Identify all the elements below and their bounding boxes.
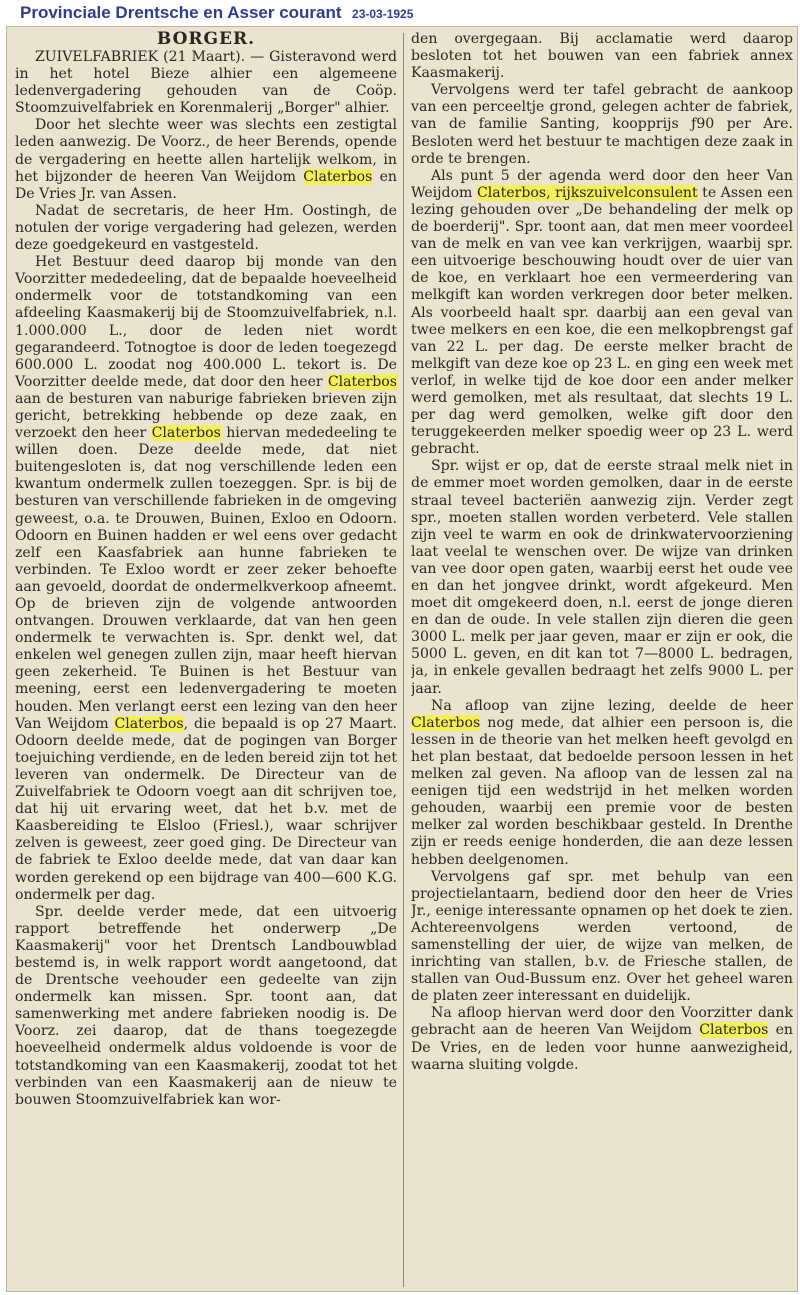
highlighted-name: Claterbos, rijkszuivelconsulent [476, 184, 698, 201]
article-column-left [15, 31, 397, 1289]
paragraph: den overgegaan. Bij acclamatie werd daarop besloten tot het bouwen van een fabriek annex Kaasmakerij. [411, 31, 793, 82]
newspaper-title: Provinciale Drentsche en Asser courant [20, 3, 342, 22]
highlighted-name: Claterbos [327, 373, 397, 390]
paragraph: Spr. wijst er op, dat de eerste straal melk niet in de emmer moet worden gemolken, daar in de eerste straal teveel bacteriën aanwezig zijn. Verder zegt spr., moeten stallen worden verbeterd. Vele stallen zijn veel te warm en ook de drinkwatervoorziening laat veelal te wenschen over. De wijze van drinken van vee door open gaten, waarbij eerst het oude vee en dan het jongvee drinkt, wordt afgekeurd. Men moet dit omgekeerd doen, n.l. eerst de jonge dieren en dan de oude. In vele stallen zijn dieren die geen 3000 L. melk per jaar geven, maar er zijn er ook, die 5000 L. geven, en dit kan tot 7—8000 L. bedragen, ja, in enkele gevallen bedraagt het zelfs 9000 L. per jaar. [411, 458, 793, 697]
paragraph: Door het slechte weer was slechts een zestigtal leden aanwezig. De Voorz., de heer Berends, opende de vergadering en heette allen hartelijk welkom, in het bijzonder de heeren Van Weijdom Claterbos en De Vries Jr. van Assen. [15, 117, 397, 202]
paragraph: Vervolgens gaf spr. met behulp van een projectielantaarn, bediend door den heer de Vries Jr., eenige interessante opnamen op het doek te zien. Achtereenvolgens werden vertoond, de samenstelling der uier, de wijze van melken, de inrichting van stallen, b.v. de Friesche stallen, de stallen van Oud-Bussum enz. Over het geheel waren de platen zeer interessant en duidelijk. [411, 868, 793, 1005]
paragraph: Na afloop hiervan werd door den Voorzitter dank gebracht aan de heeren Van Weijdom Claterbos en De Vries, en de leden voor hunne aanwezigheid, waarna sluiting volgde. [411, 1005, 793, 1073]
paragraph: Nadat de secretaris, de heer Hm. Oostingh, de notulen der vorige vergadering had gelezen, werden deze goedgekeurd en vastgesteld. [15, 202, 397, 254]
paragraph: Als punt 5 der agenda werd door den heer Van Weijdom Claterbos, rijkszuivelconsulent te Assen een lezing gehouden over „De behandeling der melk op de boerderij". Spr. toont aan, dat men meer voordeel van de melk en van vee kan verkrijgen, waarbij spr. een uitvoerige beschouwing houdt over de uier van de koe, en verklaart hoe een vermeerdering van melkgift kan worden verkregen door beter melken. Als voorbeeld haalt spr. daarbij aan een geval van twee melkers en een koe, die een melkopbrengst gaf van 22 L. per dag. De eerste melker bracht de melkgift van deze koe op 23 L. en ging een week met verlof, in welke tijd de koe door een ander melker werd gemolken, met als resultaat, dat slechts 19 L. per dag werd gemolken, welke gift door den teruggekeerden melker spoedig weer op 23 L. werd gebracht. [411, 167, 793, 458]
paragraph: Na afloop van zijne lezing, deelde de heer Claterbos nog mede, dat alhier een persoon is, die lessen in de theorie van het melken heeft gevolgd en het plan bestaat, dat bedoelde persoon lessen in het melken zal geven. Na afloop van de lessen zal na eenigen tijd een wedstrijd in het melken worden gehouden, waarbij een premie voor de besten melker zal worden beschikbaar gesteld. In Drenthe zijn er reeds eenige honderden, die aan deze lessen hebben deelgenomen. [411, 697, 793, 868]
section-heading: BORGER. [156, 31, 256, 49]
page-header [0, 0, 800, 26]
paragraph: Spr. deelde verder mede, dat een uitvoerig rapport betreffende het onderwerp „De Kaasmakerij" voor het Drentsch Landbouwblad bestemd is, in welk rapport wordt aangetoond, dat de Drentsche veehouder een gedeelte van zijn ondermelk kan missen. Spr. toont aan, dat samenwerking met andere fabrieken noodig is. De Voorz. zei daarop, dat de thans toegezegde hoeveelheid ondermelk aldus voldoende is voor de totstandkoming van een Kaasmakerij, zoodat tot het verbinden van een Kaasmakerij aan de nieuw te bouwen Stoomzuivelfabriek kan wor- [15, 903, 397, 1108]
highlighted-name: Claterbos [114, 715, 184, 732]
paragraph: Vervolgens werd ter tafel gebracht de aankoop van een perceeltje grond, gelegen achter de fabriek, van de familie Santing, koopprijs ƒ90 per Are. Besloten werd het bestuur te machtigen deze zaak in orde te brengen. [411, 82, 793, 167]
publication-date: 23-03-1925 [352, 7, 414, 21]
highlighted-name: Claterbos [699, 1022, 769, 1039]
newspaper-clipping [6, 26, 798, 1292]
column-divider [403, 33, 404, 1287]
article-column-right [411, 31, 793, 1289]
paragraph: Het Bestuur deed daarop bij monde van den Voorzitter mededeeling, dat de bepaalde hoeveelheid ondermelk voor de totstandkoming van een afdeeling Kaasmakerij bij de Stoomzuivelfabriek, n.l. 1.000.000 L., door de leden niet wordt gegarandeerd. Totnogtoe is door de leden toegezegd 600.000 L. zoodat nog 400.000 L. tekort is. De Voorzitter deelde mede, dat door den heer Claterbos aan de besturen van naburige fabrieken brieven zijn gericht, betrekking hebbende op deze zaak, en verzoekt den heer Claterbos hiervan mededeeling te willen doen. Deze deelde mede, dat niet buitengesloten is, dat nog verschillende leden een kwantum ondermelk zullen toezeggen. Spr. is bij de besturen van verschillende fabrieken in de omgeving geweest, o.a. te Drouwen, Buinen, Exloo en Odoorn. Odoorn en Buinen hadden er wel eens over gedacht zelf een Kaasfabriek aan hunne fabrieken te verbinden. Te Exloo wordt er zeer zeker behoefte aan gevoeld, doordat de ondermelkverkoop afneemt. Op de brieven zijn de volgende antwoorden ontvangen. Drouwen verklaarde, dat van hen geen ondermelk te verwachten is. Spr. denkt wel, dat enkelen wel genegen zullen zijn, maar heeft hiervan geen zekerheid. Te Buinen is het Bestuur van meening, eerst een ledenvergadering te moeten houden. Men verlangt eerst een lezing van den heer Van Weijdom Claterbos, die bepaald is op 27 Maart. Odoorn deelde mede, dat de pogingen van Borger toejuiching verdiende, en de leden bereid zijn tot het leveren van ondermelk. De Directeur van de Zuivelfabriek te Odoorn voegt aan dit schrijven toe, dat hij uit ervaring weet, dat het b.v. met de Kaasbereiding te Elsloo (Friesl.), waar schrijver zelven is geweest, zeer goed ging. De Directeur van de fabriek te Exloo deelde mede, dat van daar kan worden gerekend op een bijdrage van 400—600 K.G. ondermelk per dag. [15, 254, 397, 903]
highlighted-name: Claterbos [411, 714, 481, 731]
highlighted-name: Claterbos [303, 168, 373, 185]
highlighted-name: Claterbos [151, 425, 221, 442]
paragraph: ZUIVELFABRIEK (21 Maart). — Gisteravond werd in het hotel Bieze alhier een algemeene ledenvergadering gehouden van de Coöp. Stoomzuivelfabriek en Korenmalerij „Borger" alhier. [15, 49, 397, 117]
